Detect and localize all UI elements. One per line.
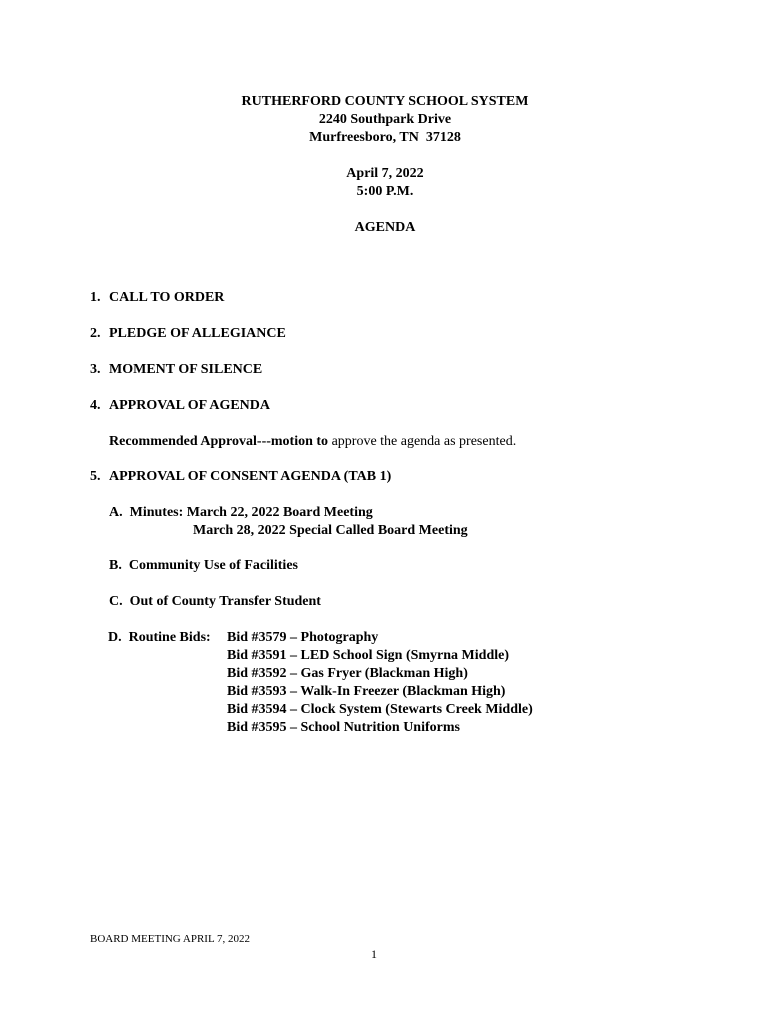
- consent-item-a-line2: March 28, 2022 Special Called Board Meeting: [193, 523, 468, 538]
- bid-item: Bid #3591 – LED School Sign (Smyrna Middle): [227, 648, 509, 663]
- address-line-2: Murfreesboro, TN 37128: [309, 130, 461, 145]
- consent-item-b: B. Community Use of Facilities: [109, 558, 298, 573]
- consent-item-a: A. Minutes: March 22, 2022 Board Meeting: [109, 505, 373, 520]
- bid-list: [227, 629, 533, 737]
- bid-item: Bid #3592 – Gas Fryer (Blackman High): [227, 666, 468, 681]
- agenda-title: AGENDA: [354, 220, 416, 235]
- recommendation-bold: Recommended Approval---motion to: [109, 434, 329, 449]
- header-datetime-block: [0, 165, 770, 201]
- meeting-date: April 7, 2022: [346, 166, 424, 181]
- meeting-time: 5:00 P.M.: [356, 184, 414, 199]
- bid-item: Bid #3594 – Clock System (Stewarts Creek Middle): [227, 702, 533, 717]
- agenda-item-5: [90, 468, 391, 486]
- item-text: APPROVAL OF CONSENT AGENDA (TAB 1): [109, 469, 392, 484]
- item-text: APPROVAL OF AGENDA: [109, 398, 271, 413]
- bid-item: Bid #3579 – Photography: [227, 630, 379, 645]
- item-number: 5.: [90, 469, 101, 484]
- footer-meeting-label: BOARD MEETING APRIL 7, 2022: [90, 933, 251, 945]
- consent-item-d-label: D. Routine Bids:: [108, 630, 211, 645]
- item-number: 4.: [90, 398, 101, 413]
- bid-item: Bid #3595 – School Nutrition Uniforms: [227, 720, 460, 735]
- item-number: 2.: [90, 326, 101, 341]
- recommendation-line: [109, 433, 516, 451]
- organization-name: RUTHERFORD COUNTY SCHOOL SYSTEM: [241, 94, 529, 109]
- item-number: 3.: [90, 362, 101, 377]
- recommendation-text: approve the agenda as presented.: [328, 434, 517, 449]
- item-text: CALL TO ORDER: [109, 290, 225, 305]
- agenda-item-2: [90, 325, 286, 343]
- bid-item: Bid #3593 – Walk-In Freezer (Blackman High): [227, 684, 506, 699]
- page-number: 1: [371, 947, 377, 961]
- item-number: 1.: [90, 290, 101, 305]
- agenda-item-3: [90, 361, 262, 379]
- item-text: MOMENT OF SILENCE: [109, 362, 263, 377]
- consent-item-c: C. Out of County Transfer Student: [109, 594, 321, 609]
- agenda-item-1: [90, 289, 224, 307]
- header-address-block: [0, 93, 770, 147]
- item-text: PLEDGE OF ALLEGIANCE: [109, 326, 286, 341]
- address-line-1: 2240 Southpark Drive: [318, 112, 452, 127]
- agenda-item-4: [90, 397, 270, 415]
